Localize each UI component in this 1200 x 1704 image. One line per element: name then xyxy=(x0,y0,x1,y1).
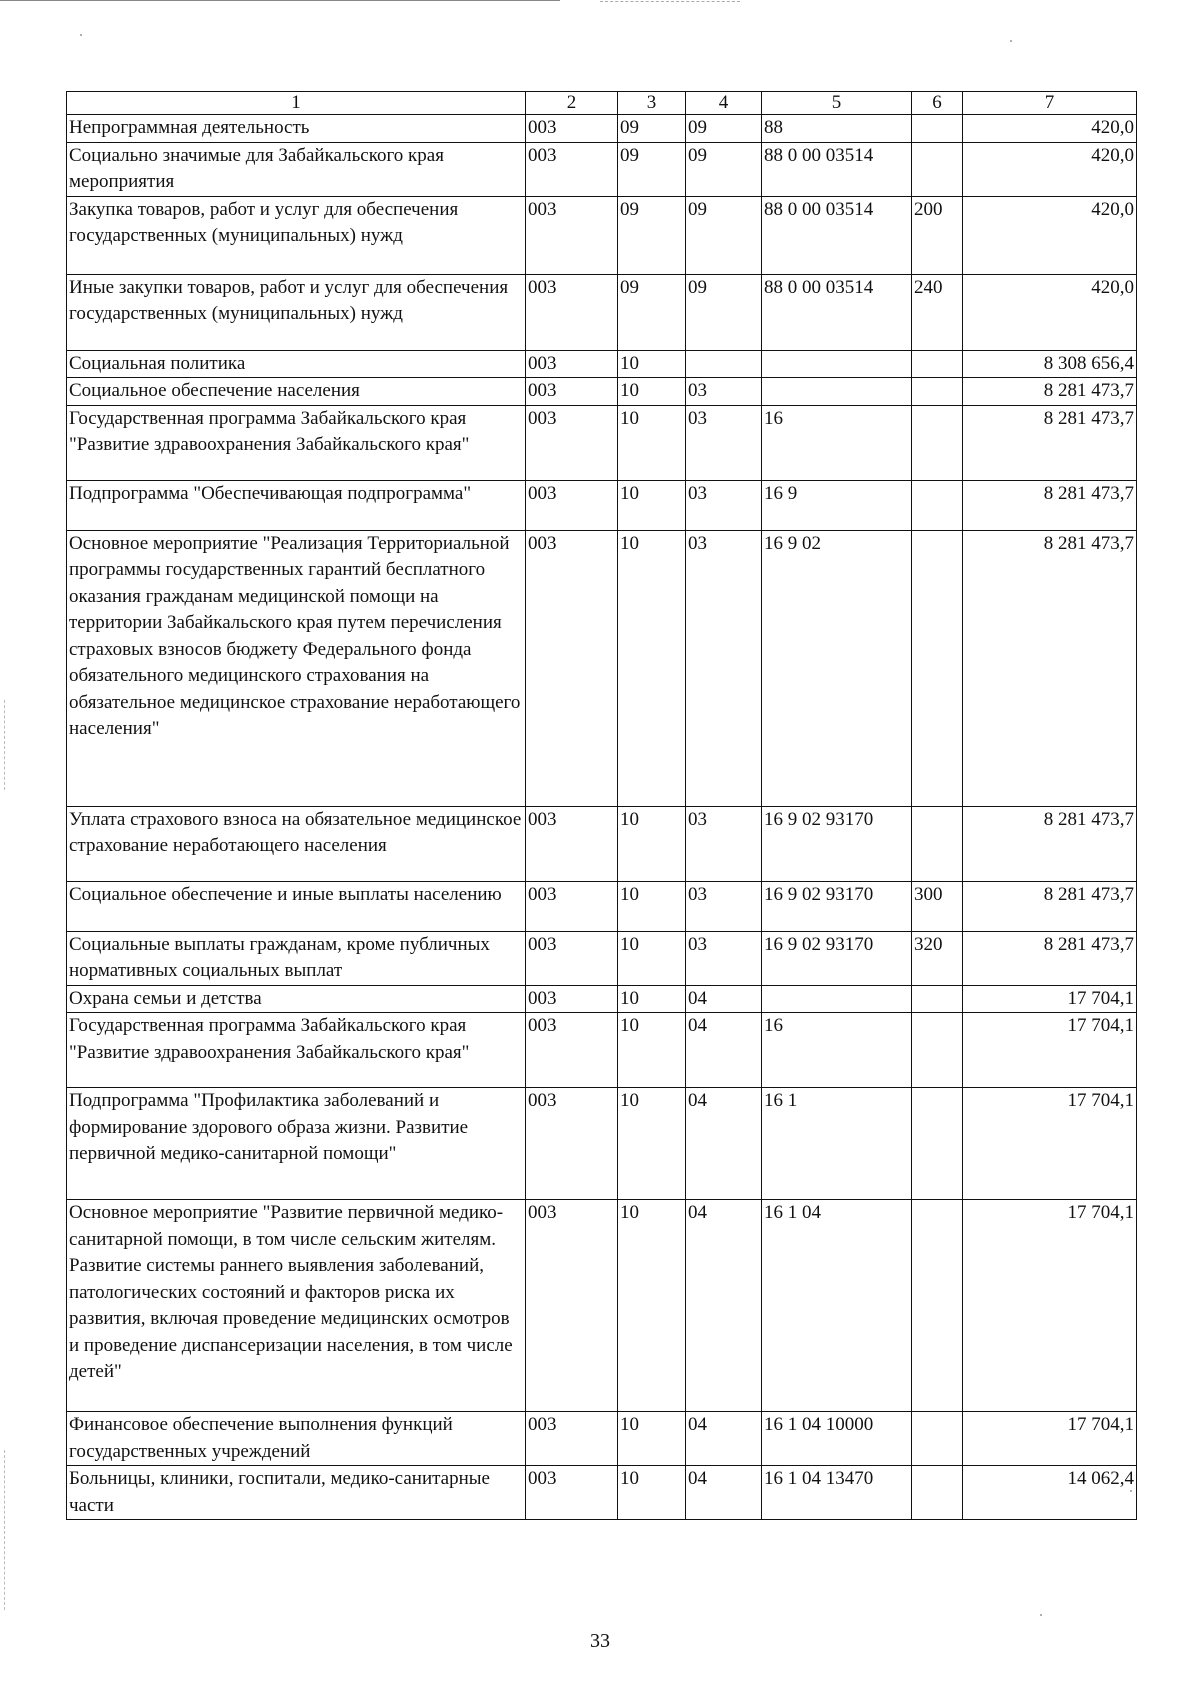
table-row xyxy=(67,142,1137,196)
row-amount: 8 281 473,7 xyxy=(963,806,1137,881)
row-expense-type-code xyxy=(912,530,963,806)
row-expense-type-code xyxy=(912,1412,963,1466)
row-expense-type-code xyxy=(912,806,963,881)
row-amount: 420,0 xyxy=(963,196,1137,274)
row-name: Социальное обеспечение населения xyxy=(67,378,526,406)
row-section-code: 09 xyxy=(618,196,686,274)
row-grbs-code: 003 xyxy=(526,480,618,530)
column-header: 5 xyxy=(762,92,912,115)
row-subsection-code: 09 xyxy=(686,196,762,274)
row-section-code: 10 xyxy=(618,480,686,530)
row-subsection-code: 04 xyxy=(686,1088,762,1200)
row-subsection-code: 03 xyxy=(686,378,762,406)
table-row xyxy=(67,1088,1137,1200)
row-expense-type-code xyxy=(912,405,963,480)
row-grbs-code: 003 xyxy=(526,1466,618,1520)
row-subsection-code: 04 xyxy=(686,1200,762,1412)
row-grbs-code: 003 xyxy=(526,985,618,1013)
row-amount: 8 281 473,7 xyxy=(963,931,1137,985)
table-row xyxy=(67,1200,1137,1412)
row-expense-type-code xyxy=(912,350,963,378)
row-target-article-code: 16 9 02 xyxy=(762,530,912,806)
row-section-code: 10 xyxy=(618,1013,686,1088)
row-amount: 17 704,1 xyxy=(963,985,1137,1013)
table-row xyxy=(67,405,1137,480)
row-expense-type-code xyxy=(912,1013,963,1088)
row-name: Финансовое обеспечение выполнения функций государственных учреждений xyxy=(67,1412,526,1466)
table-row xyxy=(67,530,1137,806)
row-expense-type-code xyxy=(912,378,963,406)
row-name: Уплата страхового взноса на обязательное медицинское страхование неработающего населения xyxy=(67,806,526,881)
row-grbs-code: 003 xyxy=(526,142,618,196)
row-amount: 17 704,1 xyxy=(963,1200,1137,1412)
row-subsection-code: 03 xyxy=(686,405,762,480)
row-section-code: 10 xyxy=(618,378,686,406)
page-number: 33 xyxy=(590,1630,610,1652)
row-amount: 8 281 473,7 xyxy=(963,530,1137,806)
table-row xyxy=(67,115,1137,143)
row-target-article-code: 16 9 02 93170 xyxy=(762,881,912,931)
table-row xyxy=(67,350,1137,378)
row-amount: 17 704,1 xyxy=(963,1088,1137,1200)
row-name: Социально значимые для Забайкальского края мероприятия xyxy=(67,142,526,196)
table-row xyxy=(67,378,1137,406)
row-name: Непрограммная деятельность xyxy=(67,115,526,143)
row-amount: 14 062,4 xyxy=(963,1466,1137,1520)
row-amount: 8 281 473,7 xyxy=(963,378,1137,406)
row-target-article-code: 88 0 00 03514 xyxy=(762,196,912,274)
row-expense-type-code: 320 xyxy=(912,931,963,985)
budget-table xyxy=(66,91,1137,1520)
scan-margin-mark xyxy=(4,700,5,790)
row-grbs-code: 003 xyxy=(526,1088,618,1200)
row-grbs-code: 003 xyxy=(526,881,618,931)
table-row xyxy=(67,1013,1137,1088)
column-header: 3 xyxy=(618,92,686,115)
row-target-article-code xyxy=(762,350,912,378)
scan-speck xyxy=(1010,40,1012,42)
row-expense-type-code xyxy=(912,1466,963,1520)
row-section-code: 10 xyxy=(618,405,686,480)
table-row xyxy=(67,931,1137,985)
row-target-article-code: 16 1 04 10000 xyxy=(762,1412,912,1466)
row-amount: 420,0 xyxy=(963,115,1137,143)
row-section-code: 10 xyxy=(618,1088,686,1200)
row-subsection-code: 03 xyxy=(686,881,762,931)
row-name: Охрана семьи и детства xyxy=(67,985,526,1013)
row-section-code: 10 xyxy=(618,350,686,378)
row-grbs-code: 003 xyxy=(526,1200,618,1412)
row-expense-type-code: 200 xyxy=(912,196,963,274)
row-section-code: 10 xyxy=(618,1412,686,1466)
row-amount: 420,0 xyxy=(963,274,1137,350)
row-subsection-code: 04 xyxy=(686,1412,762,1466)
row-expense-type-code xyxy=(912,142,963,196)
row-section-code: 09 xyxy=(618,274,686,350)
table-row xyxy=(67,806,1137,881)
row-name: Подпрограмма "Профилактика заболеваний и формирование здорового образа жизни. Развитие первичной медико-санитарной помощи" xyxy=(67,1088,526,1200)
table-row xyxy=(67,1466,1137,1520)
row-name: Больницы, клиники, госпитали, медико-санитарные части xyxy=(67,1466,526,1520)
row-target-article-code: 16 1 xyxy=(762,1088,912,1200)
row-section-code: 10 xyxy=(618,1200,686,1412)
column-header: 1 xyxy=(67,92,526,115)
row-expense-type-code xyxy=(912,115,963,143)
row-section-code: 09 xyxy=(618,115,686,143)
row-section-code: 09 xyxy=(618,142,686,196)
row-target-article-code: 16 9 02 93170 xyxy=(762,931,912,985)
row-target-article-code: 16 xyxy=(762,405,912,480)
table-header-row xyxy=(67,92,1137,115)
scan-margin-mark xyxy=(4,1450,5,1610)
row-name: Основное мероприятие "Развитие первичной медико-санитарной помощи, в том числе сельским жителям. Развитие системы раннего выявления заболеваний, патологических состояний и факторов риска их развития, включая проведение медицинских осмотров и проведение диспансеризации населения, в том числе детей" xyxy=(67,1200,526,1412)
row-name: Иные закупки товаров, работ и услуг для обеспечения государственных (муниципальных) нужд xyxy=(67,274,526,350)
row-subsection-code: 04 xyxy=(686,985,762,1013)
row-target-article-code: 88 xyxy=(762,115,912,143)
row-name: Социальное обеспечение и иные выплаты населению xyxy=(67,881,526,931)
table-row xyxy=(67,480,1137,530)
row-grbs-code: 003 xyxy=(526,378,618,406)
scan-top-edge-line xyxy=(0,0,560,1)
row-grbs-code: 003 xyxy=(526,1412,618,1466)
row-expense-type-code: 300 xyxy=(912,881,963,931)
row-subsection-code xyxy=(686,350,762,378)
row-target-article-code: 16 xyxy=(762,1013,912,1088)
row-name: Государственная программа Забайкальского края "Развитие здравоохранения Забайкальского края" xyxy=(67,1013,526,1088)
row-name: Социальные выплаты гражданам, кроме публичных нормативных социальных выплат xyxy=(67,931,526,985)
row-expense-type-code xyxy=(912,985,963,1013)
row-target-article-code: 16 9 xyxy=(762,480,912,530)
row-section-code: 10 xyxy=(618,530,686,806)
row-grbs-code: 003 xyxy=(526,274,618,350)
row-amount: 17 704,1 xyxy=(963,1013,1137,1088)
row-subsection-code: 09 xyxy=(686,274,762,350)
row-name: Закупка товаров, работ и услуг для обеспечения государственных (муниципальных) нужд xyxy=(67,196,526,274)
row-subsection-code: 03 xyxy=(686,480,762,530)
column-header: 4 xyxy=(686,92,762,115)
row-grbs-code: 003 xyxy=(526,350,618,378)
table-row xyxy=(67,985,1137,1013)
row-subsection-code: 04 xyxy=(686,1466,762,1520)
row-subsection-code: 04 xyxy=(686,1013,762,1088)
row-name: Государственная программа Забайкальского края "Развитие здравоохранения Забайкальского края" xyxy=(67,405,526,480)
scan-speck xyxy=(1040,1614,1042,1616)
row-expense-type-code: 240 xyxy=(912,274,963,350)
row-grbs-code: 003 xyxy=(526,196,618,274)
row-expense-type-code xyxy=(912,1200,963,1412)
row-amount: 8 308 656,4 xyxy=(963,350,1137,378)
table-row xyxy=(67,196,1137,274)
row-subsection-code: 03 xyxy=(686,530,762,806)
scan-speck xyxy=(1130,1490,1132,1492)
row-subsection-code: 03 xyxy=(686,806,762,881)
row-grbs-code: 003 xyxy=(526,931,618,985)
column-header: 2 xyxy=(526,92,618,115)
row-subsection-code: 09 xyxy=(686,142,762,196)
row-name: Социальная политика xyxy=(67,350,526,378)
row-grbs-code: 003 xyxy=(526,115,618,143)
row-target-article-code xyxy=(762,985,912,1013)
row-subsection-code: 09 xyxy=(686,115,762,143)
row-section-code: 10 xyxy=(618,881,686,931)
scan-top-edge-line xyxy=(600,1,740,2)
row-expense-type-code xyxy=(912,480,963,530)
row-amount: 420,0 xyxy=(963,142,1137,196)
table-row xyxy=(67,274,1137,350)
table-row xyxy=(67,881,1137,931)
table-row xyxy=(67,1412,1137,1466)
row-grbs-code: 003 xyxy=(526,405,618,480)
row-name: Подпрограмма "Обеспечивающая подпрограмма" xyxy=(67,480,526,530)
row-target-article-code: 16 1 04 xyxy=(762,1200,912,1412)
row-expense-type-code xyxy=(912,1088,963,1200)
row-target-article-code: 16 9 02 93170 xyxy=(762,806,912,881)
row-target-article-code: 16 1 04 13470 xyxy=(762,1466,912,1520)
row-target-article-code: 88 0 00 03514 xyxy=(762,274,912,350)
row-amount: 8 281 473,7 xyxy=(963,480,1137,530)
row-target-article-code: 88 0 00 03514 xyxy=(762,142,912,196)
row-name: Основное мероприятие "Реализация Территориальной программы государственных гарантий бесплатного оказания гражданам медицинской помощи на территории Забайкальского края путем перечисления страховых взносов бюджету Федерального фонда обязательного медицинского страхования на обязательное медицинское страхование неработающего населения" xyxy=(67,530,526,806)
row-grbs-code: 003 xyxy=(526,806,618,881)
column-header: 6 xyxy=(912,92,963,115)
row-amount: 8 281 473,7 xyxy=(963,405,1137,480)
row-subsection-code: 03 xyxy=(686,931,762,985)
row-section-code: 10 xyxy=(618,806,686,881)
row-amount: 17 704,1 xyxy=(963,1412,1137,1466)
row-section-code: 10 xyxy=(618,1466,686,1520)
row-section-code: 10 xyxy=(618,931,686,985)
row-grbs-code: 003 xyxy=(526,1013,618,1088)
scan-speck xyxy=(80,34,82,36)
column-header: 7 xyxy=(963,92,1137,115)
row-section-code: 10 xyxy=(618,985,686,1013)
row-amount: 8 281 473,7 xyxy=(963,881,1137,931)
row-target-article-code xyxy=(762,378,912,406)
row-grbs-code: 003 xyxy=(526,530,618,806)
